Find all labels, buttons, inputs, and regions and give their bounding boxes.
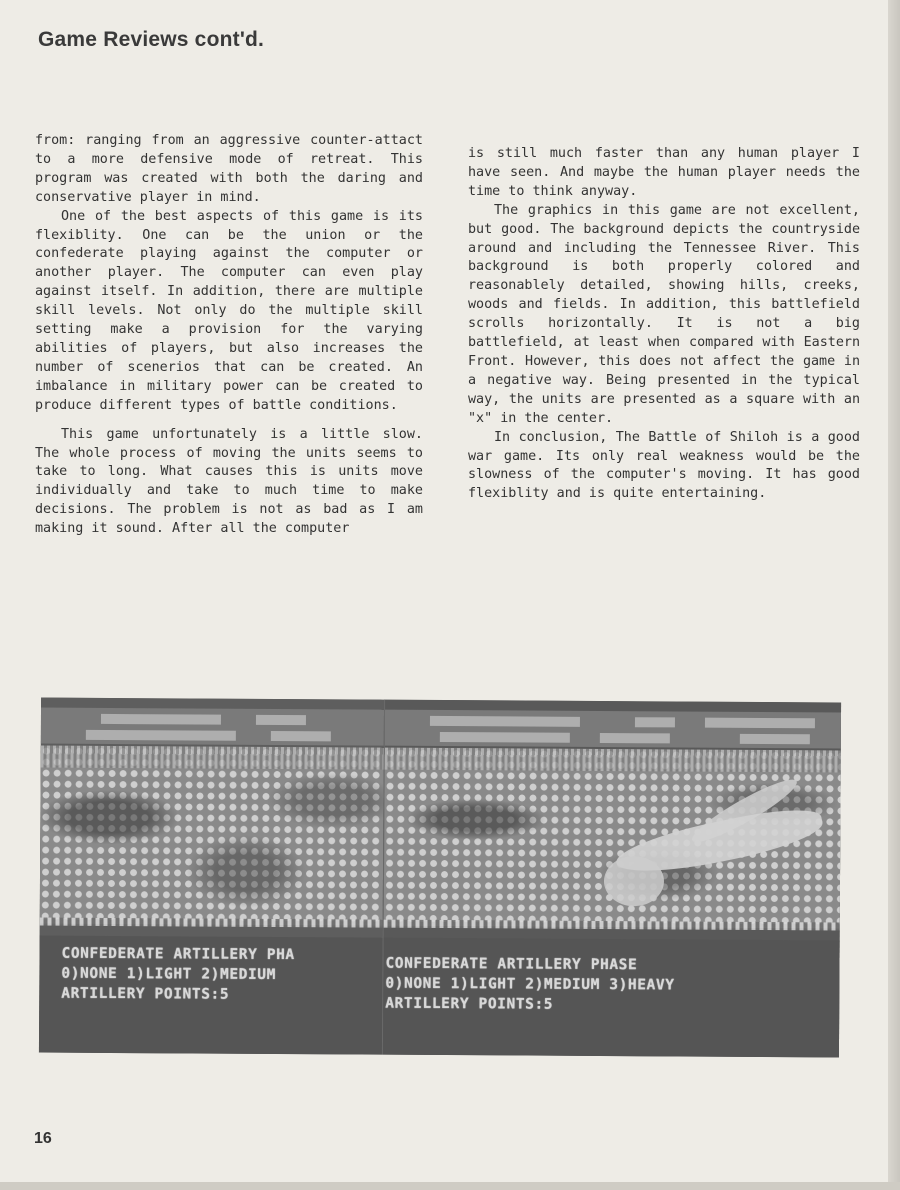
right-paragraph-3: In conclusion, The Battle of Shiloh is a good war game. Its only real weakness would be the slowness of the computer's moving. It has good flexiblity and is quite entertaining. [468,429,860,502]
page-edge [888,0,900,1190]
artillery-points: ARTILLERY POINTS:5 [385,995,554,1013]
left-paragraph-2: One of the best aspects of this game is its flexiblity. One can be the union or the confederate playing against the computer or another player. The computer can even play against itself. In addition, there are multiple skill levels. Not only do the multiple skill setting make a provision for the varying abilities of players, but also increases the number of scenerios that can be created. An imbalance in military power can be created to produce different types of battle conditions. [35,208,423,413]
screenshot-right-panel [382,700,841,1058]
left-paragraph-1: from: ranging from an aggressive counter-attact to a more defensive mode of retreat. This program was created with both the daring and conservative player in mind. [35,133,423,205]
page-header: Game Reviews cont'd. [38,28,265,51]
map-bottom-border [384,920,841,931]
game-screenshot-figure [39,698,841,1058]
artillery-options: 0)NONE 1)LIGHT 2)MEDIUM [61,965,277,983]
right-paragraph-1: is still much faster than any human player I have seen. And maybe the human player needs the time to think anyway. [468,146,860,199]
status-bar-blurred [385,710,841,749]
artillery-points: ARTILLERY POINTS:5 [61,985,230,1003]
screenshot-left-panel [39,698,384,1055]
phase-label: CONFEDERATE ARTILLERY PHA [61,945,295,964]
phase-label: CONFEDERATE ARTILLERY PHASE [385,955,638,974]
artillery-options: 0)NONE 1)LIGHT 2)MEDIUM 3)HEAVY [385,975,675,994]
page-bottom-edge [0,1182,900,1190]
left-column [35,132,423,539]
command-panel [39,936,383,1055]
terrain-shading [40,746,384,926]
status-bar-blurred [41,708,384,746]
left-paragraph-3: This game unfortunately is a little slow. The whole process of moving the units seems to take to long. What causes this is units move individually and take to much time to make decisions. The problem is not as bad as I am making it sound. After all the computer [35,426,423,537]
right-column [468,145,860,504]
page-number: 16 [34,1130,52,1147]
river-bend [604,856,664,906]
map-bottom-border [40,918,383,928]
command-panel [383,938,841,1058]
right-paragraph-2: The graphics in this game are not excellent, but good. The background depicts the countryside around and including the Tennessee River. This background is both properly colored and reasonablely detailed, showing hills, creeks, woods and fields. In addition, this battlefield scrolls horizontally. It is not a big battlefield, at least when compared with Eastern Front. However, this does not affect the game in a negative way. Being presented in the typical way, the units are presented as a square with an "x" in the center. [468,202,860,426]
